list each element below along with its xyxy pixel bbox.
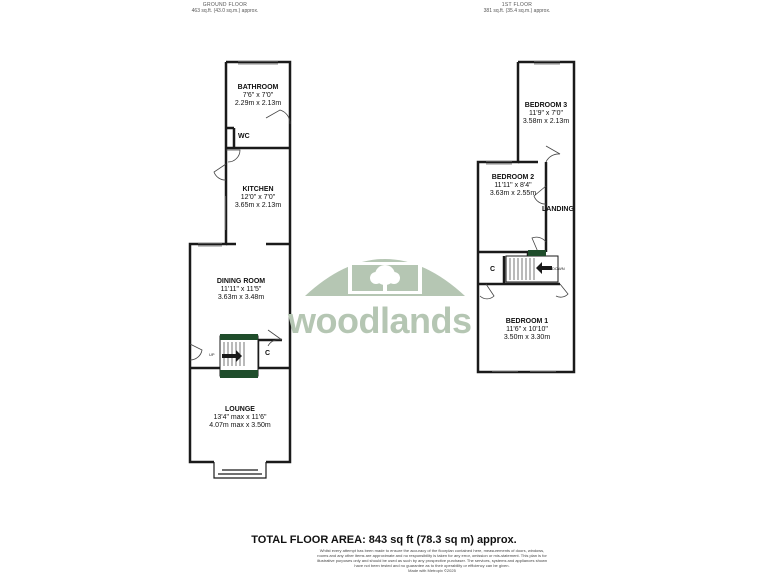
woodlands-logo-emblem bbox=[305, 259, 465, 296]
room-name: DINING ROOM bbox=[216, 278, 266, 285]
room-imperial: 11'6" x 10'10" bbox=[506, 326, 548, 333]
room-name: BATHROOM bbox=[237, 84, 279, 91]
ground-stairs bbox=[220, 334, 258, 378]
room-kitchen bbox=[226, 186, 290, 210]
room-name: BEDROOM 1 bbox=[505, 318, 549, 325]
room-wc: WC bbox=[238, 133, 250, 140]
room-metric: 3.63m x 2.55m bbox=[489, 190, 537, 197]
room-bedroom3 bbox=[518, 102, 574, 126]
room-imperial: 13'4" max x 11'6" bbox=[213, 414, 267, 421]
bay-window bbox=[214, 462, 266, 478]
room-dining bbox=[196, 278, 286, 302]
room-metric: 3.50m x 3.30m bbox=[503, 334, 551, 341]
ground-floor-walls bbox=[190, 62, 290, 462]
room-bedroom1 bbox=[484, 318, 570, 342]
room-cupboard-ground: C bbox=[265, 350, 271, 357]
first-floor-title: 1ST FLOOR bbox=[501, 2, 533, 8]
stairs-down-label: DOWN bbox=[552, 266, 565, 271]
room-metric: 3.58m x 2.13m bbox=[522, 118, 570, 125]
room-cupboard-first: C bbox=[490, 266, 496, 273]
room-name: BEDROOM 3 bbox=[524, 102, 568, 109]
room-landing: LANDING bbox=[542, 206, 574, 213]
room-bathroom bbox=[226, 84, 290, 108]
ground-floor-title: GROUND FLOOR bbox=[202, 2, 248, 8]
made-with-credit: Made with Metropix ©2025 bbox=[408, 568, 456, 573]
room-name: LOUNGE bbox=[225, 406, 255, 413]
room-name: KITCHEN bbox=[242, 186, 274, 193]
total-floor-area: TOTAL FLOOR AREA: 843 sq ft (78.3 sq m) approx. bbox=[251, 534, 517, 546]
woodlands-watermark: woodlands bbox=[288, 300, 472, 341]
disclaimer-text: Whilst every attempt has been made to ensure the accuracy of the floorplan contained here, measurements of doors, windows, rooms and any other items are approximate and no responsibility is taken for any error, omission or mis-statement. This plan is for illustrative purposes only and should be used as such by any prospective purchaser. The services, systems and appliances shown have not been tested and no guarantee as to their operability or efficiency can be given. bbox=[316, 548, 548, 568]
first-stairs bbox=[506, 250, 558, 282]
first-floor-area: 381 sq.ft. (35.4 sq.m.) approx. bbox=[483, 8, 551, 14]
room-metric: 4.07m max x 3.50m bbox=[209, 422, 271, 429]
room-bedroom2 bbox=[482, 174, 544, 198]
room-imperial: 11'11" x 8'4" bbox=[494, 182, 532, 189]
room-metric: 3.65m x 2.13m bbox=[234, 202, 282, 209]
disclaimer bbox=[314, 548, 550, 573]
room-metric: 3.63m x 3.48m bbox=[217, 294, 265, 301]
room-imperial: 11'9" x 7'0" bbox=[529, 110, 563, 117]
room-imperial: 7'6" x 7'0" bbox=[242, 92, 274, 99]
room-imperial: 11'11" x 11'5" bbox=[220, 286, 262, 293]
room-imperial: 12'0" x 7'0" bbox=[240, 194, 276, 201]
room-lounge bbox=[194, 406, 286, 430]
ground-floor-area: 463 sq.ft. (43.0 sq.m.) approx. bbox=[191, 8, 259, 14]
room-name: BEDROOM 2 bbox=[491, 174, 535, 181]
stairs-up-label: UP bbox=[209, 352, 215, 357]
room-metric: 2.29m x 2.13m bbox=[234, 100, 282, 107]
